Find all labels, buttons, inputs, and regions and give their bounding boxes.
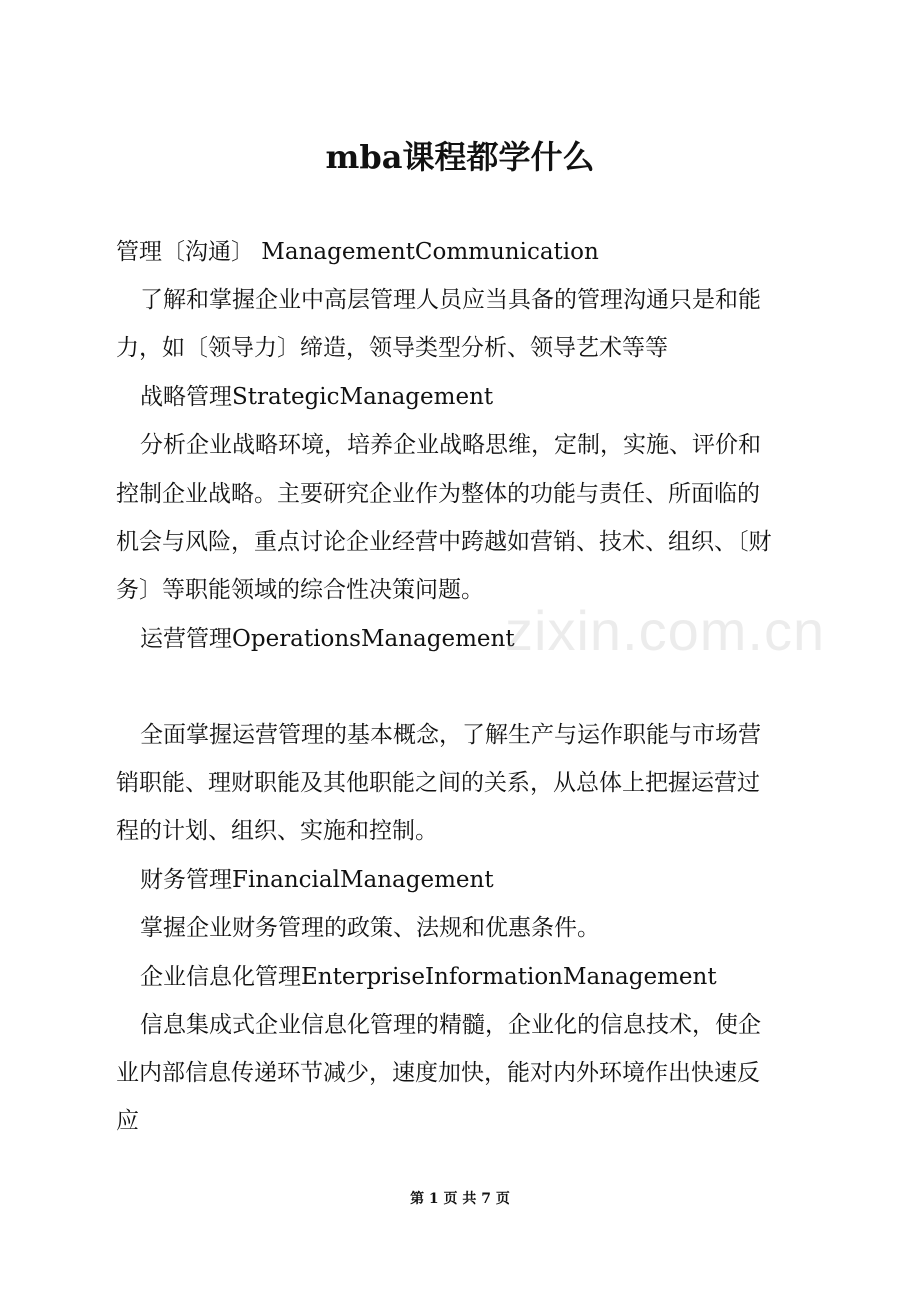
paragraph-line: 机会与风险，重点讨论企业经营中跨越如营销、技术、组织、〔财 <box>116 529 772 555</box>
section-heading-strategic-management: 战略管理StrategicManagement <box>140 384 494 410</box>
paragraph-line: 务〕等职能领域的综合性决策问题。 <box>116 577 484 603</box>
paragraph-line: 掌握企业财务管理的政策、法规和优惠条件。 <box>140 915 600 941</box>
paragraph-line: 程的计划、组织、实施和控制。 <box>116 818 438 844</box>
section-heading-operations-management: 运营管理OperationsManagement <box>140 626 515 652</box>
section-heading-enterprise-information-management: 企业信息化管理EnterpriseInformationManagement <box>140 964 717 990</box>
paragraph-line: 分析企业战略环境，培养企业战略思维，定制，实施、评价和 <box>140 432 761 458</box>
document-title: mba课程都学什么 <box>325 138 595 176</box>
section-heading-financial-management: 财务管理FinancialManagement <box>140 867 494 893</box>
paragraph-line: 信息集成式企业信息化管理的精髓，企业化的信息技术，使企 <box>140 1012 761 1038</box>
paragraph-line: 了解和掌握企业中高层管理人员应当具备的管理沟通只是和能 <box>140 287 761 313</box>
page-footer: 第 1 页 共 7 页 <box>410 1191 510 1207</box>
paragraph-line: 业内部信息传递环节减少，速度加快，能对内外环境作出快速反 <box>116 1060 760 1086</box>
paragraph-line: 控制企业战略。主要研究企业作为整体的功能与责任、所面临的 <box>116 481 760 507</box>
paragraph-line: 全面掌握运营管理的基本概念，了解生产与运作职能与市场营 <box>140 722 761 748</box>
paragraph-line: 应 <box>116 1108 139 1134</box>
watermark: zixin.com.cn <box>505 599 826 662</box>
paragraph-line: 销职能、理财职能及其他职能之间的关系，从总体上把握运营过 <box>116 770 760 796</box>
paragraph-line: 力，如〔领导力〕缔造，领导类型分析、领导艺术等等 <box>116 335 668 361</box>
section-heading-management-communication: 管理〔沟通〕 ManagementCommunication <box>116 239 599 265</box>
